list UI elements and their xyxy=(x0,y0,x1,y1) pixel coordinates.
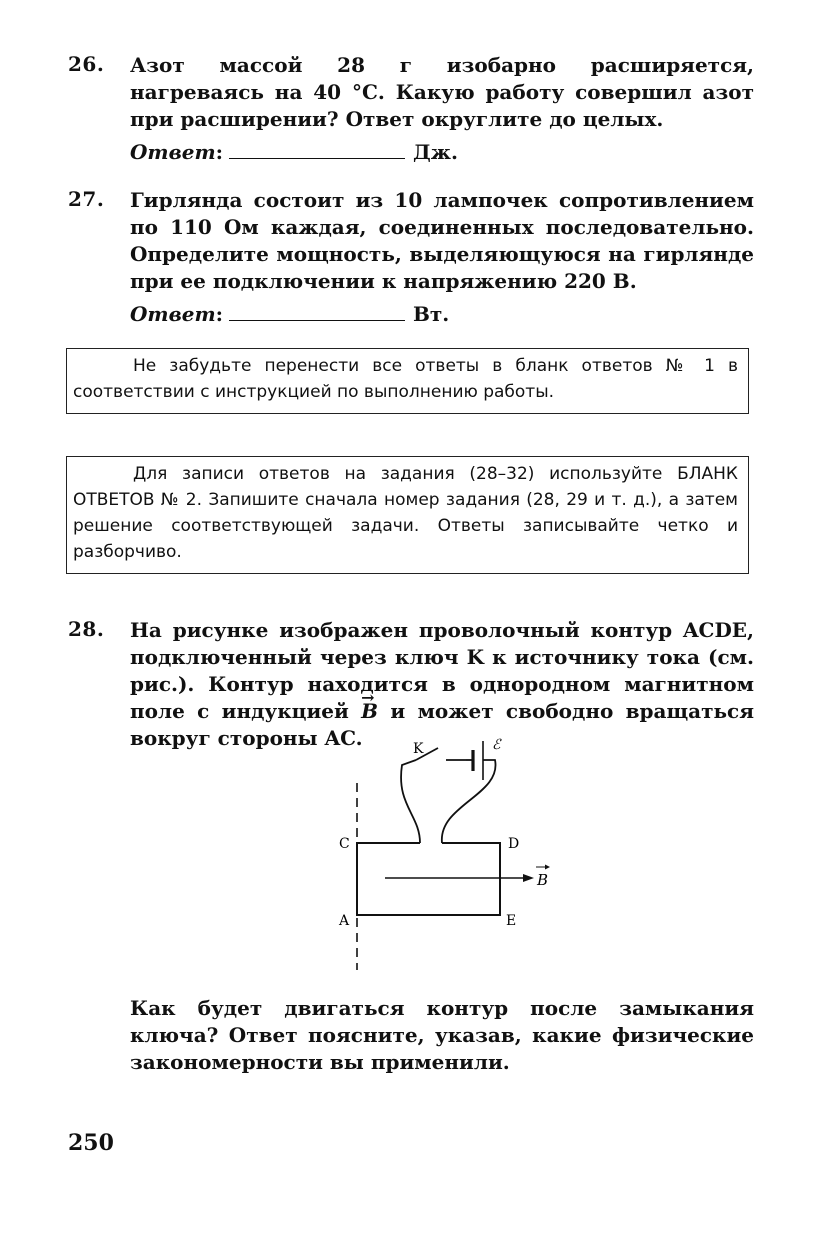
answer-label: Ответ xyxy=(130,140,216,164)
label-emf: ℰ xyxy=(492,737,501,753)
label-a: A xyxy=(339,913,350,929)
answer-label: Ответ xyxy=(130,302,216,326)
question-text: Как будет двигаться контур после замыкания ключа? Ответ поясните, указав, какие физические закономерности вы применили. xyxy=(130,996,754,1074)
problem-number: 27. xyxy=(68,187,105,211)
problem-text xyxy=(130,617,754,752)
answer-row: Ответ: Вт. xyxy=(130,302,450,326)
page-number: 250 xyxy=(68,1130,114,1156)
circuit-diagram xyxy=(330,735,560,970)
label-e: E xyxy=(506,913,517,929)
lead-wire-left xyxy=(401,760,420,843)
label-b: B xyxy=(537,871,549,889)
notice-transfer-box xyxy=(66,348,749,414)
answer-unit: Дж. xyxy=(413,140,458,164)
answer-field[interactable] xyxy=(229,300,405,321)
vector-b: → B xyxy=(361,698,378,725)
problem-text-before: На рисунке изображен проволочный контур ACDE, подключенный через ключ K к источнику тока (см. рис.). Контур находится в однородном магнитном поле с индукцией xyxy=(130,618,754,723)
notice-text: Для записи ответов на задания (28–32) используйте БЛАНК ОТВЕТОВ № 2. Запишите сначала номер задания (28, 29 и т. д.), а затем решение соответствующей задачи. Ответы записывайте четко и разборчиво. xyxy=(73,464,738,562)
wire-loop xyxy=(357,843,500,915)
label-k: K xyxy=(413,741,424,757)
field-arrowhead xyxy=(523,874,534,882)
notice-form2-box xyxy=(66,456,749,574)
problem-number: 28. xyxy=(68,617,105,641)
label-c: C xyxy=(339,836,350,852)
label-b-vector-head xyxy=(545,865,550,870)
problem-text: Гирлянда состоит из 10 лампочек сопротивлением по 110 Ом каждая, соединенных последовательно. Определите мощность, выделяющуюся на гирлянде при ее подключении к напряжению 220 В. xyxy=(130,188,754,293)
notice-text: Не забудьте перенести все ответы в бланк ответов № 1 в соответствии с инструкцией по выполнению работы. xyxy=(73,356,738,402)
answer-field[interactable] xyxy=(229,138,405,159)
lead-wire-right xyxy=(442,760,496,843)
problem-text-after: и может свободно вращаться вокруг стороны AC. xyxy=(130,699,754,750)
answer-row: Ответ: Дж. xyxy=(130,140,458,164)
problem-number: 26. xyxy=(68,52,105,76)
answer-unit: Вт. xyxy=(413,302,450,326)
label-d: D xyxy=(508,836,520,852)
problem-text: Азот массой 28 г изобарно расширяется, нагреваясь на 40 °С. Какую работу совершил азот при расширении? Ответ округлите до целых. xyxy=(130,53,754,131)
